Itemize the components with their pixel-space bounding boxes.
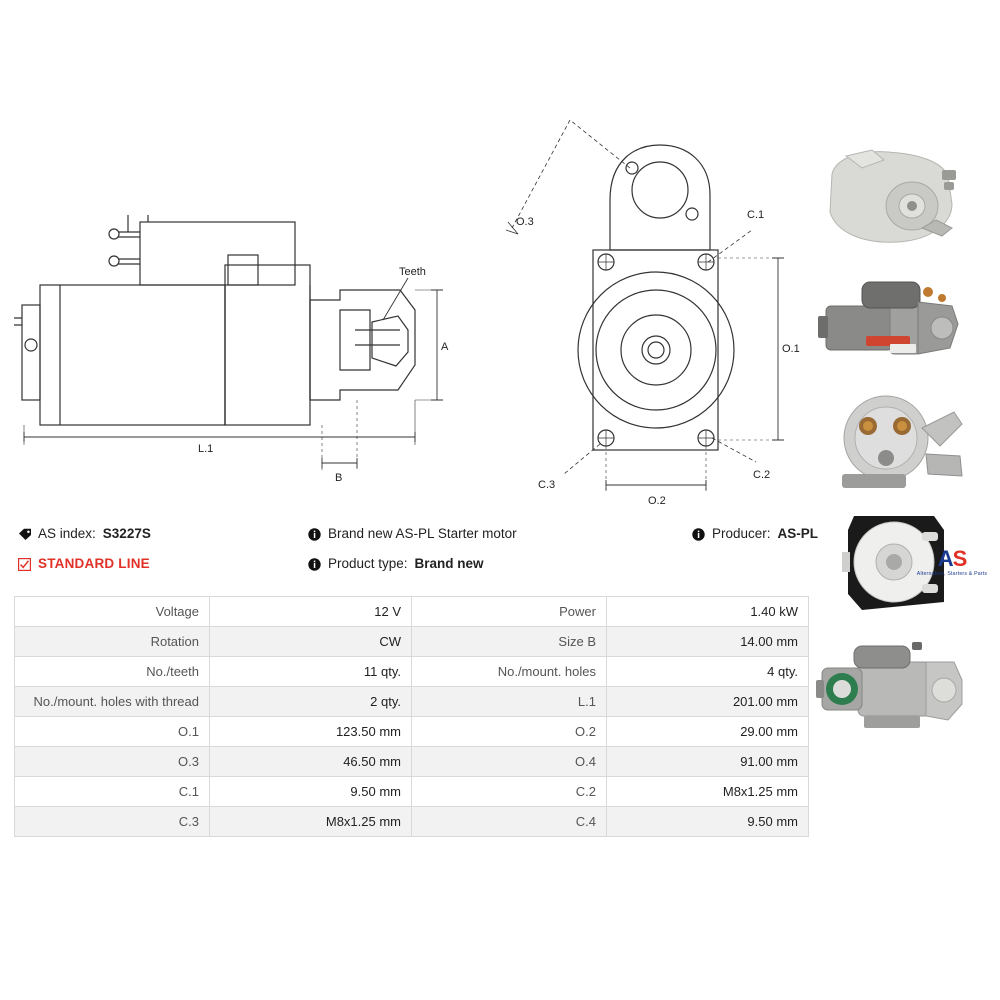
spec-value: 29.00 mm (607, 717, 809, 747)
specifications-table (14, 596, 809, 837)
spec-value: 91.00 mm (607, 747, 809, 777)
spec-value: 201.00 mm (607, 687, 809, 717)
spec-label: C.1 (15, 777, 210, 807)
spec-value: M8x1.25 mm (607, 777, 809, 807)
spec-label: O.4 (412, 747, 607, 777)
spec-value: 9.50 mm (607, 807, 809, 837)
table-row (15, 717, 809, 747)
product-description: Brand new AS-PL Starter motor (328, 526, 517, 541)
label-a: A (441, 341, 449, 353)
spec-value: 1.40 kW (607, 597, 809, 627)
info-icon (308, 528, 321, 541)
label-c3: C.3 (538, 479, 556, 491)
standard-line-badge (18, 554, 308, 574)
as-index-label: AS index: (38, 526, 96, 541)
info-icon (308, 558, 321, 571)
spec-label: No./mount. holes with thread (15, 687, 210, 717)
spec-value: M8x1.25 mm (210, 807, 412, 837)
drawing-front-view (460, 0, 810, 520)
product-info-block (18, 524, 818, 584)
label-o3: O.3 (516, 216, 534, 228)
as-index-group (18, 524, 308, 544)
product-type-label: Product type: (328, 556, 408, 571)
tag-icon (18, 528, 31, 541)
spec-label: Size B (412, 627, 607, 657)
spec-value: 46.50 mm (210, 747, 412, 777)
label-teeth: Teeth (399, 266, 426, 278)
spec-label: L.1 (412, 687, 607, 717)
table-row (15, 687, 809, 717)
label-c2: C.2 (753, 469, 771, 481)
spec-value: CW (210, 627, 412, 657)
table-row (15, 597, 809, 627)
spec-value: 12 V (210, 597, 412, 627)
table-row (15, 627, 809, 657)
spec-label: C.3 (15, 807, 210, 837)
spec-label: C.4 (412, 807, 607, 837)
label-b: B (335, 472, 343, 484)
spec-value: 123.50 mm (210, 717, 412, 747)
spec-value: 2 qty. (210, 687, 412, 717)
product-type-value: Brand new (414, 556, 484, 571)
aspl-logo-mark: AS (937, 546, 967, 571)
starter-photo-top-view[interactable] (802, 140, 977, 258)
spec-label: No./mount. holes (412, 657, 607, 687)
as-index-value: S3227S (102, 526, 151, 541)
table-row (15, 657, 809, 687)
spec-value: 9.50 mm (210, 777, 412, 807)
spec-label: No./teeth (15, 657, 210, 687)
aspl-logo (912, 548, 992, 577)
spec-value: 4 qty. (607, 657, 809, 687)
technical-drawings (0, 0, 820, 520)
label-o2: O.2 (648, 495, 666, 507)
spec-label: C.2 (412, 777, 607, 807)
spec-label: Voltage (15, 597, 210, 627)
info-row-2 (18, 554, 818, 574)
table-row (15, 807, 809, 837)
description-group (308, 524, 668, 544)
label-c1: C.1 (747, 209, 765, 221)
standard-line-text: STANDARD LINE (38, 556, 150, 571)
checkbox-icon (18, 558, 31, 571)
producer-value: AS-PL (777, 526, 818, 541)
table-row (15, 777, 809, 807)
product-photo-gallery (802, 140, 992, 750)
label-l1: L.1 (198, 443, 214, 455)
info-row-1 (18, 524, 818, 544)
starter-photo-side-view[interactable] (802, 262, 977, 380)
info-icon (692, 528, 705, 541)
producer-group (668, 524, 818, 544)
starter-photo-full-body[interactable] (802, 628, 977, 746)
starter-photo-solenoid-front[interactable] (802, 384, 977, 502)
spec-value: 11 qty. (210, 657, 412, 687)
aspl-logo-subtitle: Alternators, Starters & Parts (916, 571, 988, 577)
producer-label: Producer: (711, 526, 771, 541)
table-row (15, 747, 809, 777)
spec-label: O.1 (15, 717, 210, 747)
spec-label: Rotation (15, 627, 210, 657)
spec-label: O.3 (15, 747, 210, 777)
drawing-side-view (0, 0, 470, 520)
spec-value: 14.00 mm (607, 627, 809, 657)
label-o1: O.1 (782, 343, 800, 355)
spec-label: Power (412, 597, 607, 627)
product-type-group (308, 554, 668, 574)
spec-label: O.2 (412, 717, 607, 747)
